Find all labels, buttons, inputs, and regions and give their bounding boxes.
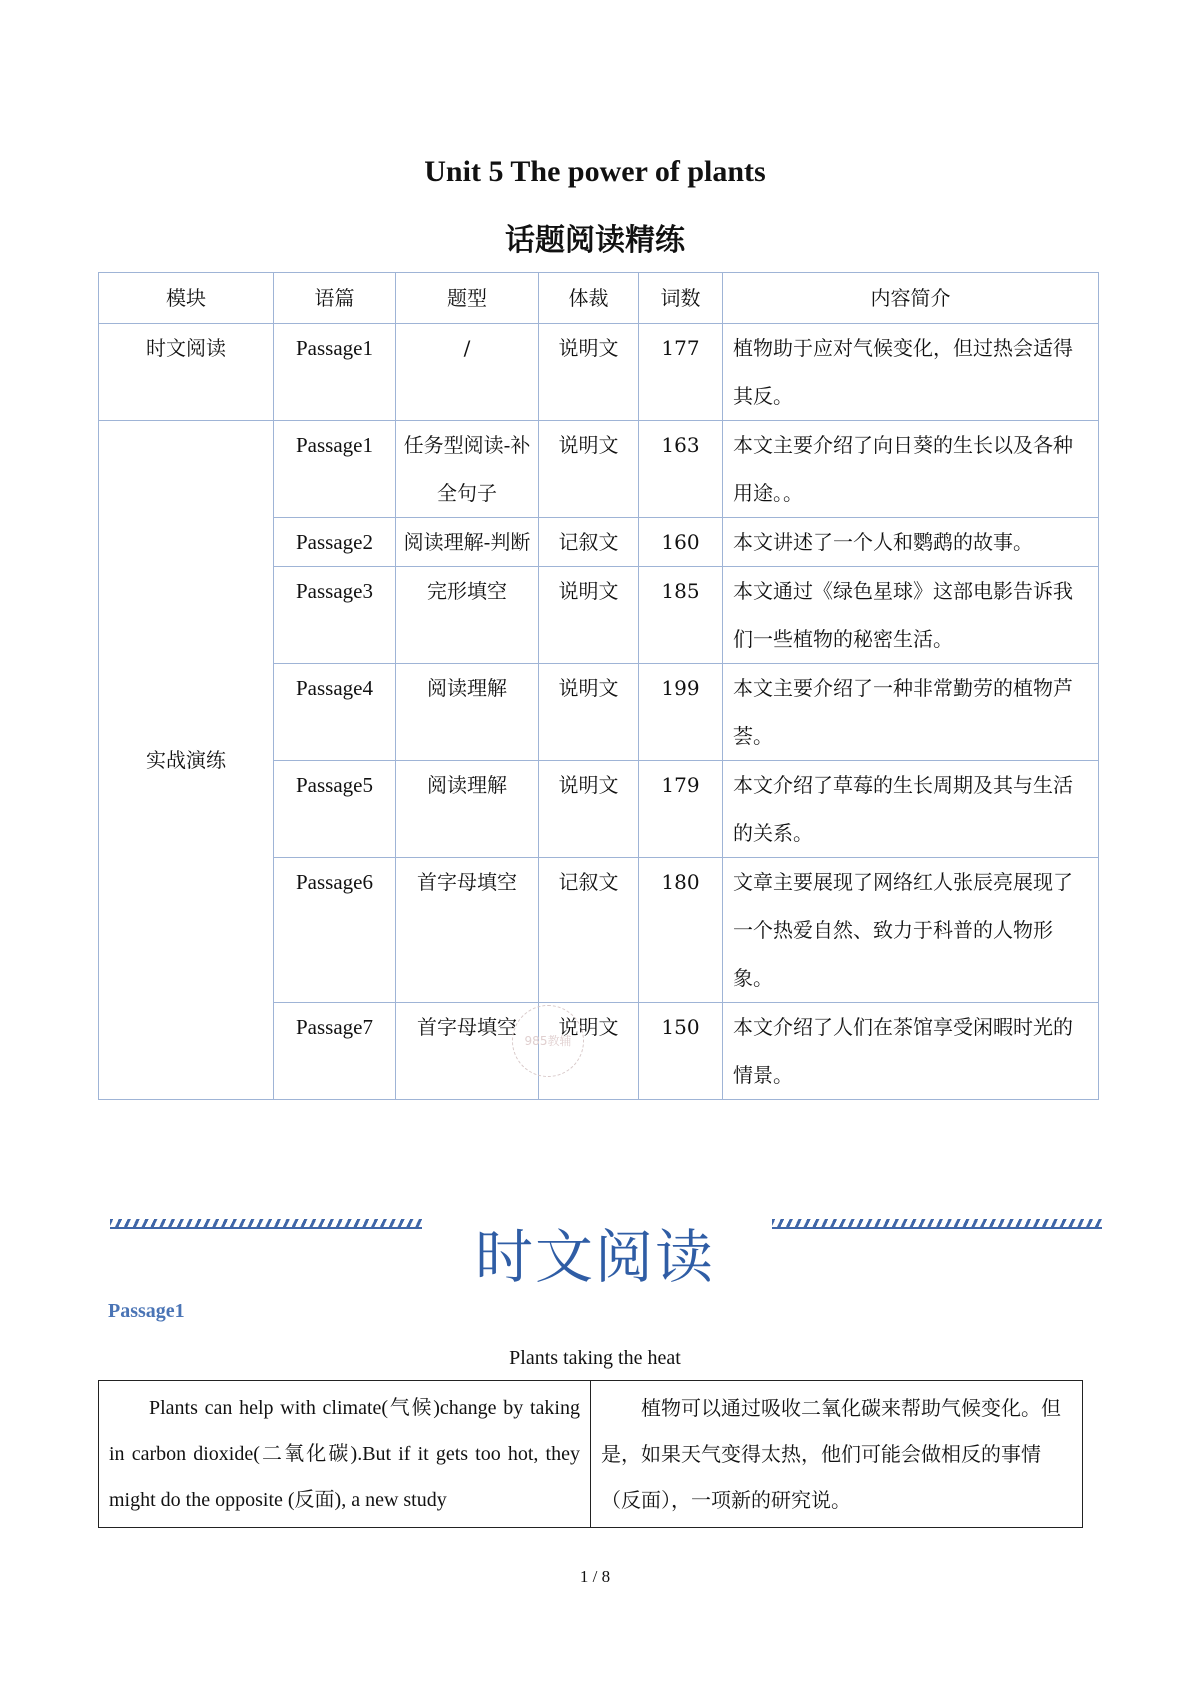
passage-cell	[274, 1003, 396, 1100]
document-title: Unit 5 The power of plants	[424, 155, 766, 188]
words-cell: 179	[639, 761, 723, 858]
words-cell: 185	[639, 567, 723, 664]
passage-cell	[274, 858, 396, 1003]
passage-name: Passage7	[296, 1015, 373, 1039]
summary-cell: 本文介绍了草莓的生长周期及其与生活的关系。	[723, 761, 1099, 858]
english-text: Plants can help with climate(气候)change by taking in carbon dioxide(二氧化碳).But if it gets too hot, they might do the opposite (反面), a new study	[99, 1381, 591, 1528]
passage-name: Passage3	[296, 579, 373, 603]
words-cell: 180	[639, 858, 723, 1003]
module-cell: 时文阅读	[99, 324, 274, 421]
passage-name: Passage1	[296, 433, 373, 457]
genre-cell: 记叙文	[539, 518, 639, 567]
type-cell: /	[396, 324, 539, 421]
type-cell: 首字母填空	[396, 1003, 539, 1100]
passage-cell	[274, 421, 396, 518]
passage-name: Passage5	[296, 773, 373, 797]
header-passage: 语篇	[274, 273, 396, 324]
module-cell: 实战演练	[99, 421, 274, 1100]
bilingual-table	[98, 1380, 1083, 1528]
passage-cell	[274, 567, 396, 664]
summary-cell: 植物助于应对气候变化，但过热会适得其反。	[723, 324, 1099, 421]
passage-label: Passage1	[108, 1300, 185, 1322]
table-row	[99, 324, 1099, 421]
table-row	[99, 1381, 1083, 1528]
passage-cell	[274, 324, 396, 421]
passage-cell	[274, 664, 396, 761]
type-cell: 任务型阅读-补全句子	[396, 421, 539, 518]
passage-name: Passage2	[296, 530, 373, 554]
header-summary: 内容简介	[723, 273, 1099, 324]
type-cell: 阅读理解	[396, 664, 539, 761]
genre-cell: 记叙文	[539, 858, 639, 1003]
summary-cell: 本文通过《绿色星球》这部电影告诉我们一些植物的秘密生活。	[723, 567, 1099, 664]
summary-cell: 本文讲述了一个人和鹦鹉的故事。	[723, 518, 1099, 567]
words-cell: 160	[639, 518, 723, 567]
overview-table	[98, 272, 1099, 1100]
section-title: 时文阅读	[474, 1223, 715, 1291]
table-header-row	[99, 273, 1099, 324]
genre-cell: 说明文	[539, 567, 639, 664]
genre-cell: 说明文	[539, 664, 639, 761]
table-row	[99, 421, 1099, 518]
type-cell: 首字母填空	[396, 858, 539, 1003]
passage-name: Passage4	[296, 676, 373, 700]
watermark-stamp: 985教辅	[512, 1005, 584, 1077]
summary-cell: 本文主要介绍了一种非常勤劳的植物芦荟。	[723, 664, 1099, 761]
document-subtitle: 话题阅读精练	[505, 223, 685, 258]
passage-cell	[274, 761, 396, 858]
header-module: 模块	[99, 273, 274, 324]
words-cell: 163	[639, 421, 723, 518]
header-type: 题型	[396, 273, 539, 324]
summary-cell: 本文介绍了人们在茶馆享受闲暇时光的情景。	[723, 1003, 1099, 1100]
page-number: 1 / 8	[579, 1567, 611, 1586]
passage-title: Plants taking the heat	[509, 1347, 681, 1369]
genre-cell: 说明文	[539, 421, 639, 518]
header-genre: 体裁	[539, 273, 639, 324]
genre-cell: 说明文	[539, 761, 639, 858]
words-cell: 150	[639, 1003, 723, 1100]
header-words: 词数	[639, 273, 723, 324]
summary-cell: 文章主要展现了网络红人张辰亮展现了一个热爱自然、致力于科普的人物形象。	[723, 858, 1099, 1003]
genre-cell: 说明文	[539, 1003, 639, 1100]
genre-cell: 说明文	[539, 324, 639, 421]
summary-cell: 本文主要介绍了向日葵的生长以及各种用途。。	[723, 421, 1099, 518]
type-cell: 完形填空	[396, 567, 539, 664]
type-cell: 阅读理解	[396, 761, 539, 858]
passage-cell	[274, 518, 396, 567]
chinese-text: 植物可以通过吸收二氧化碳来帮助气候变化。但是，如果天气变得太热，他们可能会做相反的事情（反面），一项新的研究说。	[591, 1381, 1083, 1528]
passage-name: Passage6	[296, 870, 373, 894]
type-cell: 阅读理解-判断	[396, 518, 539, 567]
words-cell: 199	[639, 664, 723, 761]
words-cell: 177	[639, 324, 723, 421]
passage-name: Passage1	[296, 336, 373, 360]
